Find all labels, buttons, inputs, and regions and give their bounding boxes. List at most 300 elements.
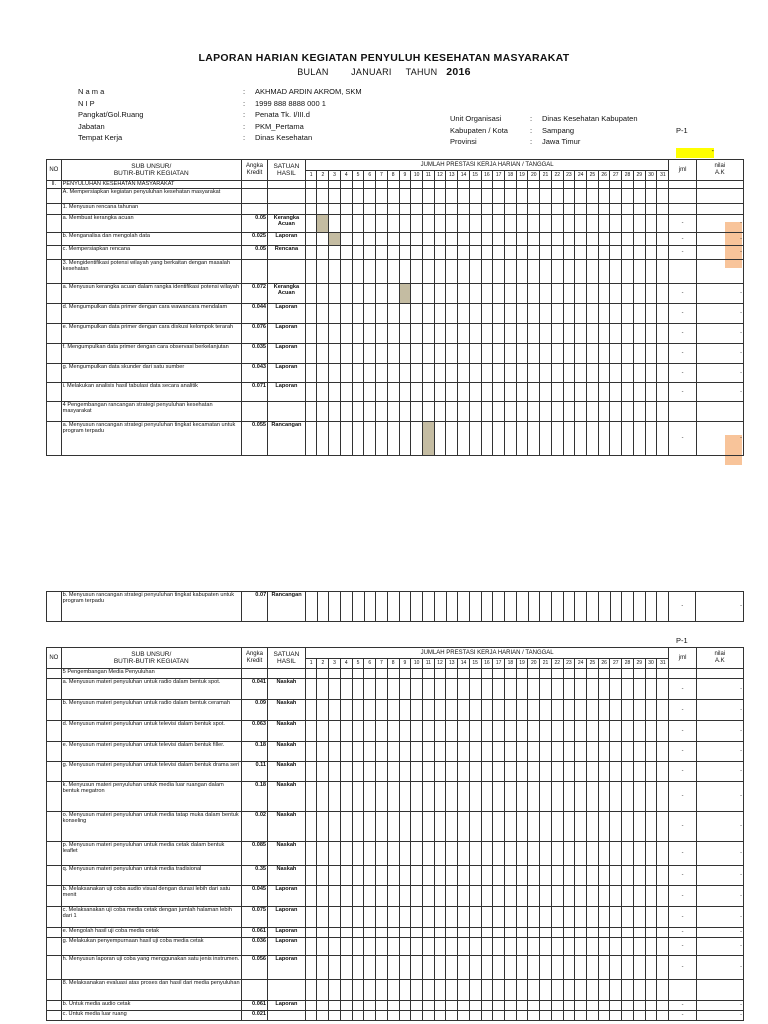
- day-cell[interactable]: [551, 189, 563, 204]
- day-cell[interactable]: [528, 592, 540, 622]
- day-cell[interactable]: [411, 233, 423, 246]
- day-cell[interactable]: [399, 246, 411, 260]
- day-cell[interactable]: [305, 886, 317, 907]
- day-cell[interactable]: [352, 204, 364, 215]
- day-cell[interactable]: [645, 762, 657, 782]
- day-cell[interactable]: [458, 980, 470, 1001]
- day-cell[interactable]: [587, 592, 599, 622]
- day-cell[interactable]: [633, 284, 645, 304]
- day-cell[interactable]: [528, 364, 540, 383]
- day-cell[interactable]: [575, 762, 587, 782]
- day-cell[interactable]: [364, 907, 376, 928]
- day-cell[interactable]: [364, 422, 376, 456]
- day-cell[interactable]: [563, 1001, 575, 1011]
- day-cell[interactable]: [422, 679, 434, 700]
- day-cell[interactable]: [575, 866, 587, 886]
- day-cell[interactable]: [657, 700, 669, 721]
- day-cell[interactable]: [458, 592, 470, 622]
- day-cell[interactable]: [575, 928, 587, 938]
- day-cell[interactable]: [563, 383, 575, 402]
- day-cell[interactable]: [622, 866, 634, 886]
- day-cell[interactable]: [540, 742, 552, 762]
- day-cell[interactable]: [305, 956, 317, 980]
- day-cell[interactable]: [622, 181, 634, 189]
- day-cell[interactable]: [458, 364, 470, 383]
- day-cell[interactable]: [422, 938, 434, 956]
- day-cell[interactable]: [329, 762, 341, 782]
- day-cell[interactable]: [376, 422, 388, 456]
- day-cell[interactable]: [493, 402, 505, 422]
- day-cell[interactable]: [645, 669, 657, 679]
- day-cell[interactable]: [469, 956, 481, 980]
- day-cell[interactable]: [610, 928, 622, 938]
- day-cell[interactable]: [399, 866, 411, 886]
- day-cell[interactable]: [411, 204, 423, 215]
- day-cell[interactable]: [481, 1011, 493, 1021]
- day-cell[interactable]: [540, 364, 552, 383]
- day-cell[interactable]: [633, 189, 645, 204]
- day-cell[interactable]: [610, 782, 622, 812]
- day-cell[interactable]: [633, 928, 645, 938]
- day-cell[interactable]: [329, 1011, 341, 1021]
- day-cell[interactable]: [645, 402, 657, 422]
- day-cell[interactable]: [610, 344, 622, 364]
- day-cell[interactable]: [633, 204, 645, 215]
- day-cell[interactable]: [305, 189, 317, 204]
- day-cell[interactable]: [504, 364, 516, 383]
- day-cell[interactable]: [622, 886, 634, 907]
- day-cell[interactable]: [610, 246, 622, 260]
- day-cell[interactable]: [610, 215, 622, 233]
- day-cell[interactable]: [434, 260, 446, 284]
- day-cell[interactable]: [387, 181, 399, 189]
- day-cell[interactable]: [399, 980, 411, 1001]
- day-cell[interactable]: [528, 938, 540, 956]
- day-cell[interactable]: [305, 260, 317, 284]
- day-cell[interactable]: [493, 284, 505, 304]
- day-cell[interactable]: [563, 762, 575, 782]
- day-cell[interactable]: [376, 700, 388, 721]
- day-cell[interactable]: [657, 324, 669, 344]
- day-cell[interactable]: [399, 304, 411, 324]
- day-cell[interactable]: [622, 1011, 634, 1021]
- day-cell[interactable]: [329, 189, 341, 204]
- day-cell[interactable]: [305, 383, 317, 402]
- day-cell[interactable]: [504, 886, 516, 907]
- day-cell[interactable]: [633, 324, 645, 344]
- day-cell[interactable]: [622, 246, 634, 260]
- day-cell[interactable]: [434, 204, 446, 215]
- day-cell[interactable]: [434, 679, 446, 700]
- day-cell[interactable]: [528, 762, 540, 782]
- day-cell[interactable]: [645, 344, 657, 364]
- day-cell[interactable]: [411, 762, 423, 782]
- day-cell[interactable]: [575, 592, 587, 622]
- day-cell[interactable]: [317, 886, 329, 907]
- day-cell[interactable]: [469, 246, 481, 260]
- day-cell[interactable]: [434, 592, 446, 622]
- day-cell[interactable]: [493, 669, 505, 679]
- day-cell[interactable]: [633, 842, 645, 866]
- day-cell[interactable]: [458, 324, 470, 344]
- day-cell[interactable]: [516, 669, 528, 679]
- day-cell[interactable]: [481, 324, 493, 344]
- day-cell[interactable]: [469, 762, 481, 782]
- day-cell[interactable]: [504, 246, 516, 260]
- day-cell[interactable]: [598, 246, 610, 260]
- day-cell[interactable]: [516, 402, 528, 422]
- day-cell[interactable]: [598, 956, 610, 980]
- day-cell[interactable]: [493, 956, 505, 980]
- day-cell[interactable]: [540, 233, 552, 246]
- day-cell[interactable]: [387, 812, 399, 842]
- day-cell[interactable]: [340, 383, 352, 402]
- day-cell[interactable]: [305, 812, 317, 842]
- day-cell[interactable]: [434, 700, 446, 721]
- day-cell[interactable]: [469, 842, 481, 866]
- day-cell[interactable]: [493, 383, 505, 402]
- day-cell[interactable]: [317, 956, 329, 980]
- day-cell[interactable]: [446, 866, 458, 886]
- day-cell[interactable]: [563, 364, 575, 383]
- day-cell[interactable]: [446, 669, 458, 679]
- day-cell[interactable]: [610, 938, 622, 956]
- day-cell[interactable]: [434, 842, 446, 866]
- day-cell[interactable]: [434, 189, 446, 204]
- day-cell[interactable]: [376, 812, 388, 842]
- day-cell[interactable]: [446, 189, 458, 204]
- day-cell[interactable]: [493, 742, 505, 762]
- day-cell[interactable]: [528, 1001, 540, 1011]
- day-cell[interactable]: [575, 246, 587, 260]
- day-cell[interactable]: [481, 383, 493, 402]
- day-cell[interactable]: [458, 383, 470, 402]
- day-cell[interactable]: [540, 700, 552, 721]
- day-cell[interactable]: [575, 1001, 587, 1011]
- day-cell[interactable]: [387, 679, 399, 700]
- day-cell[interactable]: [540, 669, 552, 679]
- day-cell[interactable]: [657, 1011, 669, 1021]
- day-cell[interactable]: [516, 260, 528, 284]
- day-cell[interactable]: [563, 260, 575, 284]
- day-cell[interactable]: [645, 812, 657, 842]
- day-cell[interactable]: [305, 721, 317, 742]
- day-cell[interactable]: [481, 938, 493, 956]
- day-cell[interactable]: [422, 1001, 434, 1011]
- day-cell[interactable]: [493, 324, 505, 344]
- day-cell[interactable]: [633, 762, 645, 782]
- day-cell[interactable]: [446, 204, 458, 215]
- day-cell[interactable]: [575, 344, 587, 364]
- day-cell[interactable]: [387, 928, 399, 938]
- day-cell[interactable]: [587, 364, 599, 383]
- day-cell[interactable]: [575, 812, 587, 842]
- day-cell[interactable]: [528, 700, 540, 721]
- day-cell[interactable]: [516, 842, 528, 866]
- day-cell[interactable]: [340, 246, 352, 260]
- day-cell[interactable]: [434, 422, 446, 456]
- day-cell[interactable]: [633, 260, 645, 284]
- day-cell[interactable]: [458, 669, 470, 679]
- day-cell[interactable]: [411, 956, 423, 980]
- day-cell[interactable]: [317, 866, 329, 886]
- day-cell[interactable]: [504, 762, 516, 782]
- day-cell[interactable]: [657, 886, 669, 907]
- day-cell[interactable]: [481, 402, 493, 422]
- day-cell[interactable]: [551, 938, 563, 956]
- day-cell[interactable]: [504, 669, 516, 679]
- day-cell[interactable]: [364, 233, 376, 246]
- day-cell[interactable]: [317, 246, 329, 260]
- day-cell[interactable]: [376, 383, 388, 402]
- day-cell[interactable]: [657, 592, 669, 622]
- day-cell[interactable]: [516, 886, 528, 907]
- day-cell[interactable]: [575, 956, 587, 980]
- day-cell[interactable]: [504, 842, 516, 866]
- day-cell[interactable]: [469, 383, 481, 402]
- day-cell[interactable]: [528, 782, 540, 812]
- day-cell[interactable]: [446, 886, 458, 907]
- day-cell[interactable]: [317, 383, 329, 402]
- day-cell[interactable]: [587, 928, 599, 938]
- day-cell[interactable]: [645, 956, 657, 980]
- day-cell[interactable]: [528, 742, 540, 762]
- day-cell[interactable]: [469, 233, 481, 246]
- day-cell[interactable]: [422, 260, 434, 284]
- day-cell[interactable]: [376, 260, 388, 284]
- day-cell[interactable]: [645, 181, 657, 189]
- day-cell[interactable]: [458, 812, 470, 842]
- day-cell[interactable]: [399, 669, 411, 679]
- day-cell[interactable]: [399, 364, 411, 383]
- day-cell[interactable]: [446, 284, 458, 304]
- day-cell[interactable]: [610, 304, 622, 324]
- day-cell[interactable]: [551, 233, 563, 246]
- day-cell[interactable]: [340, 782, 352, 812]
- day-cell[interactable]: [540, 1001, 552, 1011]
- day-cell[interactable]: [469, 866, 481, 886]
- day-cell[interactable]: [329, 669, 341, 679]
- day-cell[interactable]: [305, 304, 317, 324]
- day-cell[interactable]: [587, 742, 599, 762]
- day-cell[interactable]: [340, 956, 352, 980]
- day-cell[interactable]: [563, 233, 575, 246]
- day-cell[interactable]: [622, 215, 634, 233]
- day-cell[interactable]: [481, 669, 493, 679]
- day-cell[interactable]: [469, 189, 481, 204]
- day-cell[interactable]: [317, 344, 329, 364]
- day-cell[interactable]: [364, 700, 376, 721]
- day-cell[interactable]: [458, 422, 470, 456]
- day-cell[interactable]: [352, 928, 364, 938]
- day-cell[interactable]: [622, 907, 634, 928]
- day-cell[interactable]: [329, 181, 341, 189]
- day-cell[interactable]: [364, 938, 376, 956]
- day-cell[interactable]: [633, 402, 645, 422]
- day-cell[interactable]: [563, 866, 575, 886]
- day-cell[interactable]: [446, 782, 458, 812]
- day-cell[interactable]: [376, 246, 388, 260]
- day-cell[interactable]: [352, 422, 364, 456]
- day-cell[interactable]: [657, 907, 669, 928]
- day-cell[interactable]: [563, 402, 575, 422]
- day-cell[interactable]: [645, 304, 657, 324]
- day-cell[interactable]: [633, 782, 645, 812]
- day-cell[interactable]: [645, 721, 657, 742]
- day-cell[interactable]: [504, 812, 516, 842]
- day-cell[interactable]: [364, 866, 376, 886]
- day-cell[interactable]: [422, 189, 434, 204]
- day-cell[interactable]: [458, 246, 470, 260]
- day-cell[interactable]: [340, 233, 352, 246]
- day-cell[interactable]: [305, 907, 317, 928]
- day-cell[interactable]: [458, 304, 470, 324]
- day-cell[interactable]: [352, 592, 364, 622]
- day-cell[interactable]: [504, 233, 516, 246]
- day-cell[interactable]: [540, 422, 552, 456]
- day-cell[interactable]: [387, 842, 399, 866]
- day-cell[interactable]: [563, 246, 575, 260]
- day-cell[interactable]: [645, 233, 657, 246]
- day-cell[interactable]: [587, 812, 599, 842]
- day-cell[interactable]: [399, 181, 411, 189]
- day-cell[interactable]: [387, 204, 399, 215]
- day-cell[interactable]: [516, 304, 528, 324]
- day-cell[interactable]: [387, 383, 399, 402]
- day-cell[interactable]: [446, 260, 458, 284]
- day-cell[interactable]: [446, 1001, 458, 1011]
- day-cell[interactable]: [657, 842, 669, 866]
- day-cell[interactable]: [575, 204, 587, 215]
- day-cell[interactable]: [411, 812, 423, 842]
- day-cell[interactable]: [387, 324, 399, 344]
- day-cell[interactable]: [540, 592, 552, 622]
- day-cell[interactable]: [645, 284, 657, 304]
- day-cell[interactable]: [364, 189, 376, 204]
- day-cell[interactable]: [329, 812, 341, 842]
- day-cell[interactable]: [305, 402, 317, 422]
- day-cell[interactable]: [446, 181, 458, 189]
- day-cell[interactable]: [645, 324, 657, 344]
- day-cell[interactable]: [563, 928, 575, 938]
- day-cell[interactable]: [528, 233, 540, 246]
- day-cell[interactable]: [422, 842, 434, 866]
- day-cell[interactable]: [458, 928, 470, 938]
- day-cell[interactable]: [516, 324, 528, 344]
- day-cell[interactable]: [422, 204, 434, 215]
- day-cell[interactable]: [422, 284, 434, 304]
- day-cell[interactable]: [528, 402, 540, 422]
- day-cell[interactable]: [622, 679, 634, 700]
- day-cell[interactable]: [493, 1011, 505, 1021]
- day-cell[interactable]: [329, 842, 341, 866]
- day-cell[interactable]: [622, 304, 634, 324]
- day-cell[interactable]: [352, 907, 364, 928]
- day-cell[interactable]: [493, 204, 505, 215]
- day-cell[interactable]: [645, 246, 657, 260]
- day-cell[interactable]: [493, 700, 505, 721]
- day-cell[interactable]: [481, 721, 493, 742]
- day-cell[interactable]: [598, 215, 610, 233]
- day-cell[interactable]: [551, 1001, 563, 1011]
- day-cell[interactable]: [587, 782, 599, 812]
- day-cell-filled[interactable]: [317, 215, 329, 233]
- day-cell[interactable]: [575, 383, 587, 402]
- day-cell[interactable]: [422, 782, 434, 812]
- day-cell[interactable]: [516, 422, 528, 456]
- day-cell[interactable]: [340, 980, 352, 1001]
- day-cell[interactable]: [399, 592, 411, 622]
- day-cell[interactable]: [340, 812, 352, 842]
- day-cell[interactable]: [411, 402, 423, 422]
- day-cell[interactable]: [645, 907, 657, 928]
- day-cell[interactable]: [387, 907, 399, 928]
- day-cell[interactable]: [399, 782, 411, 812]
- day-cell[interactable]: [622, 592, 634, 622]
- day-cell[interactable]: [516, 189, 528, 204]
- day-cell[interactable]: [317, 762, 329, 782]
- day-cell[interactable]: [622, 762, 634, 782]
- day-cell[interactable]: [364, 842, 376, 866]
- day-cell[interactable]: [633, 938, 645, 956]
- day-cell[interactable]: [551, 181, 563, 189]
- day-cell[interactable]: [329, 866, 341, 886]
- day-cell[interactable]: [516, 866, 528, 886]
- day-cell[interactable]: [516, 721, 528, 742]
- day-cell[interactable]: [376, 842, 388, 866]
- day-cell[interactable]: [610, 402, 622, 422]
- day-cell[interactable]: [645, 866, 657, 886]
- day-cell[interactable]: [598, 762, 610, 782]
- day-cell[interactable]: [622, 1001, 634, 1011]
- day-cell[interactable]: [329, 742, 341, 762]
- day-cell[interactable]: [329, 886, 341, 907]
- day-cell[interactable]: [317, 742, 329, 762]
- day-cell[interactable]: [387, 721, 399, 742]
- day-cell[interactable]: [575, 679, 587, 700]
- day-cell[interactable]: [352, 233, 364, 246]
- day-cell[interactable]: [645, 742, 657, 762]
- day-cell[interactable]: [633, 344, 645, 364]
- day-cell[interactable]: [340, 189, 352, 204]
- day-cell[interactable]: [422, 304, 434, 324]
- day-cell[interactable]: [528, 866, 540, 886]
- day-cell[interactable]: [446, 402, 458, 422]
- day-cell[interactable]: [633, 304, 645, 324]
- day-cell[interactable]: [387, 980, 399, 1001]
- day-cell[interactable]: [504, 700, 516, 721]
- day-cell[interactable]: [645, 383, 657, 402]
- day-cell[interactable]: [504, 402, 516, 422]
- day-cell[interactable]: [352, 742, 364, 762]
- day-cell[interactable]: [434, 383, 446, 402]
- day-cell[interactable]: [493, 260, 505, 284]
- day-cell[interactable]: [493, 364, 505, 383]
- day-cell[interactable]: [587, 762, 599, 782]
- day-cell[interactable]: [587, 344, 599, 364]
- day-cell[interactable]: [352, 669, 364, 679]
- day-cell[interactable]: [645, 592, 657, 622]
- day-cell[interactable]: [540, 980, 552, 1001]
- day-cell[interactable]: [481, 928, 493, 938]
- day-cell[interactable]: [411, 422, 423, 456]
- day-cell[interactable]: [516, 928, 528, 938]
- day-cell[interactable]: [551, 284, 563, 304]
- day-cell[interactable]: [587, 324, 599, 344]
- day-cell[interactable]: [469, 260, 481, 284]
- day-cell[interactable]: [458, 1001, 470, 1011]
- day-cell[interactable]: [493, 782, 505, 812]
